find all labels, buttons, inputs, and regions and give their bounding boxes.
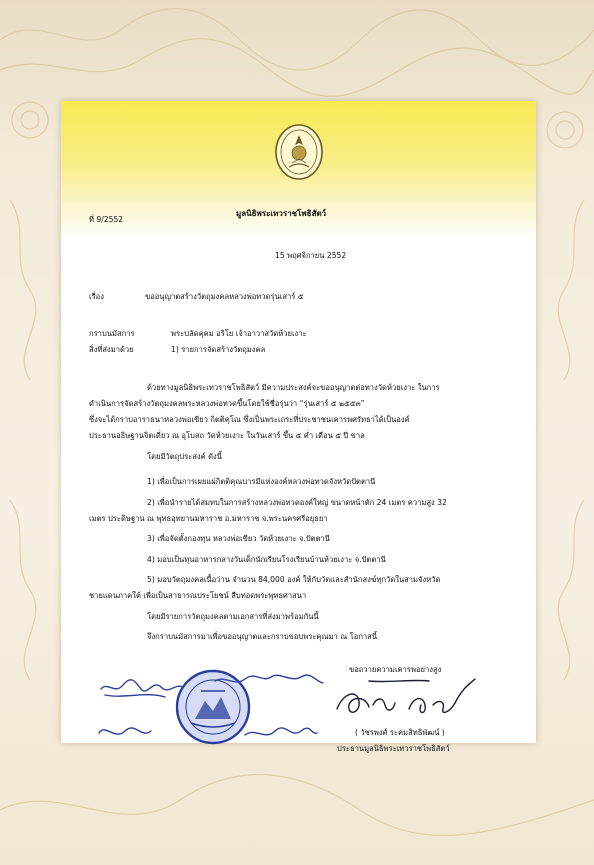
letter-date: 15 พฤศจิกายน 2552	[275, 251, 347, 260]
body-paragraph-line: ประธานอธิษฐานจิตเดี่ยว ณ อุโบสถ วัดห้วยเงาะ ในวันเสาร์ ขึ้น ๕ ค่ำ เดือน ๕ ปี ขาล	[89, 431, 365, 440]
recipient-text: พระปลัดคุคม อริโย เจ้าอาวาสวัดห้วยเงาะ	[171, 329, 307, 338]
body-paragraph-line: ดำเนินการจัดสร้างวัตถุมงคลพระหลวงพ่อทวดขึ้นโดยใช้ชื่อรุ่นว่า “รุ่นเสาร์ ๕ ๒๕๕๓”	[89, 399, 365, 408]
purpose-item-continued: ชายแดนภาคใต้ เพื่อเป็นสาธารณประโยชน์ สืบทอดพระพุทธศาสนา	[89, 591, 307, 600]
regards-line: ขอถวายความเคารพอย่างสูง	[349, 665, 442, 674]
signer-title: ประธานมูลนิธิพระเทวราชโพธิสัตว์	[337, 744, 450, 753]
body-paragraph-line: ซึ่งจะได้กราบอาราธนาหลวงพ่อเขียว กิตติคุโณ ซึ่งเป็นพระเถระที่ประชาชนเคารพศรัทธาได้เป็นองค์	[89, 415, 410, 424]
handwritten-signature	[329, 675, 479, 725]
subject-label: เรื่อง	[89, 292, 104, 301]
purpose-item-continued: เมตร ประดิษฐาน ณ พุทธอุทยานมหาราช อ.มหาราช จ.พระนครศรีอยุธยา	[89, 514, 328, 523]
signer-name: ( วัชรพงศ์ ระคมสิทธิพัฒน์ )	[355, 728, 445, 737]
temple-stamp-with-handwritten-approval	[95, 661, 331, 747]
reference-number: ที่ 9/2552	[89, 215, 124, 224]
purpose-item: 2) เพื่อนำรายได้สมทบในการสร้างหลวงพ่อทวดองค์ใหญ่ ขนาดหน้าตัก 24 เมตร ความสูง 32	[147, 498, 447, 507]
subject-text: ขออนุญาตสร้างวัตถุมงคลหลวงพ่อทวดรุ่นเสาร์ ๕	[145, 292, 304, 301]
enclosure-text: 1) รายการจัดสร้างวัตถุมงคล	[171, 345, 266, 354]
body-paragraph-line: ด้วยทางมูลนิธิพระเทวราชโพธิสัตว์ มีความประสงค์จะขออนุญาตต่อทางวัดห้วยเงาะ ในการ	[147, 383, 440, 392]
organization-name: มูลนิธิพระเทวราชโพธิสัตว์	[236, 209, 327, 218]
closing-line: จึงกราบนมัสการมาเพื่อขออนุญาตและกราบขอบพระคุณมา ณ โอกาสนี้	[147, 632, 378, 641]
purpose-item: 4) มอบเป็นทุนอาหารกลางวันเด็กนักเรียนโรงเรียนบ้านห้วยเงาะ จ.ปัตตานี	[147, 555, 386, 564]
purpose-item: 1) เพื่อเป็นการเผยแผ่กิตติคุณบารมีแห่งองค์หลวงพ่อทวดจังหวัดปัตตานี	[147, 477, 376, 486]
purpose-item: 3) เพื่อจัดตั้งกองทุน หลวงพ่อเขียว วัดห้วยเงาะ จ.ปัตตานี	[147, 534, 330, 543]
enclosure-label: สิ่งที่ส่งมาด้วย	[89, 345, 134, 354]
recipient-label: กราบนมัสการ	[89, 329, 135, 338]
purpose-item: 5) มอบวัตถุมงคลเนื้อว่าน จำนวน 84,000 องค์ ให้กับวัดและสำนักสงฆ์ทุกวัดในสามจังหวัด	[147, 575, 441, 584]
foundation-seal-emblem	[274, 123, 324, 181]
attachment-note: โดยมีรายการวัตถุมงคลตามเอกสารที่ส่งมาพร้อมกันนี้	[147, 612, 319, 621]
purpose-intro: โดยมีวัตถุประสงค์ ดังนี้	[147, 452, 222, 461]
letter-page	[61, 101, 536, 753]
